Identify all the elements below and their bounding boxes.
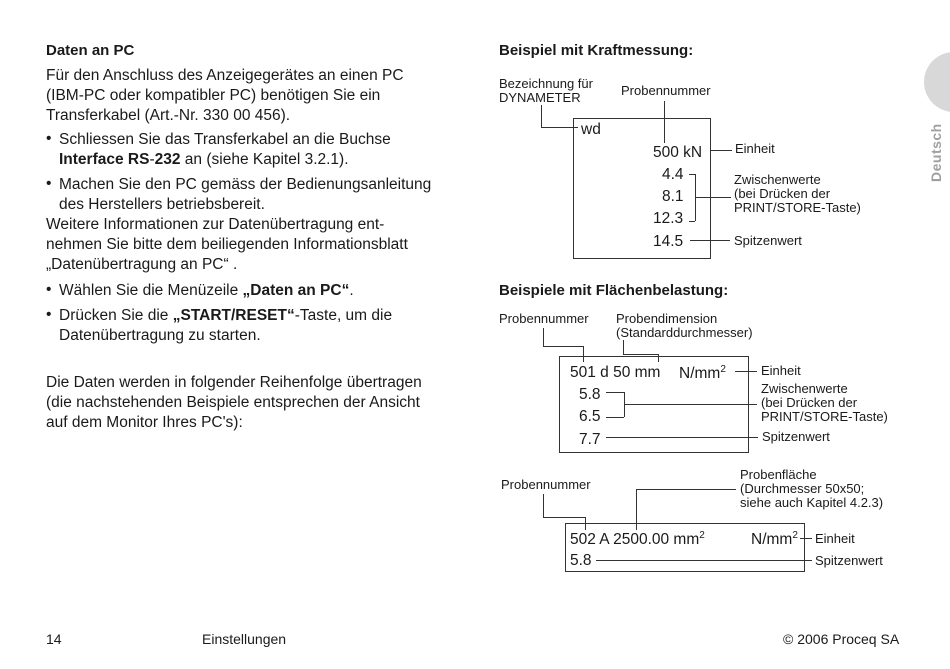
- label-bezeichnung-1: Bezeichnung für: [499, 76, 593, 91]
- label-zwischenwerte-2: (bei Drücken der: [734, 186, 831, 201]
- text: an (siehe Kapitel 3.2.1).: [180, 151, 349, 168]
- connector-line: [623, 354, 659, 355]
- connector-line: [543, 346, 583, 347]
- unit-text: N/mm: [751, 531, 793, 549]
- connector-line: [624, 404, 757, 405]
- connector-line: [543, 517, 585, 518]
- section-heading: Daten an PC: [46, 42, 135, 59]
- label-probennummer: Probennummer: [501, 477, 591, 492]
- label-probenflaeche-1: Probenfläche: [740, 467, 817, 482]
- label-probennummer: Probennummer: [499, 311, 589, 326]
- bold-text: Interface RS: [59, 151, 150, 168]
- connector-line: [735, 371, 757, 372]
- example1-heading: Beispiel mit Kraftmessung:: [499, 42, 694, 59]
- bullet-icon: •: [46, 130, 52, 147]
- connector-line: [690, 240, 730, 241]
- value-1: 4.4: [662, 166, 684, 183]
- value-3: 12.3: [653, 210, 684, 227]
- unit-value: [751, 530, 798, 549]
- bold-text: „Daten an PC“: [242, 282, 350, 299]
- page-number: 14: [46, 631, 62, 647]
- bullet-icon: •: [46, 281, 52, 298]
- bullet-icon: •: [46, 175, 52, 192]
- label-zwischenwerte-3: PRINT/STORE-Taste): [761, 409, 888, 424]
- area-value: [570, 530, 705, 549]
- connector-line: [658, 354, 659, 362]
- bullet2-line2: des Herstellers betriebsbereit.: [59, 196, 265, 213]
- label-einheit: Einheit: [815, 531, 855, 546]
- unit-value: 500 kN: [653, 144, 703, 161]
- exponent: 2: [699, 530, 705, 541]
- connector-line: [543, 328, 544, 346]
- label-einheit: Einheit: [761, 363, 801, 378]
- bullet2-line1: Machen Sie den PC gemäss der Bedienungsanleitung: [59, 176, 432, 193]
- intro-line-3: Transferkabel (Art.-Nr. 330 00 456).: [46, 107, 291, 124]
- info-line-3: „Datenübertragung an PC“ .: [46, 256, 238, 273]
- outro-line-3: auf dem Monitor Ihres PC's):: [46, 414, 243, 431]
- value-4: 14.5: [653, 233, 684, 250]
- footer-section: Einstellungen: [202, 631, 287, 647]
- text: .: [349, 282, 354, 299]
- label-spitzenwert: Spitzenwert: [762, 429, 830, 444]
- bullet3: [59, 281, 354, 301]
- label-zwischenwerte-2: (bei Drücken der: [761, 395, 858, 410]
- bracket-line: [606, 417, 624, 418]
- value-2: 8.1: [662, 188, 684, 205]
- bullet1-line2: [59, 150, 349, 170]
- label-einheit: Einheit: [735, 141, 775, 156]
- area-text: 502 A 2500.00 mm: [570, 531, 700, 549]
- connector-line: [596, 560, 812, 561]
- connector-line: [636, 489, 736, 490]
- value-3: 7.7: [579, 431, 601, 448]
- label-probennummer: Probennummer: [621, 83, 711, 98]
- example1-box: [573, 118, 711, 259]
- connector-line: [710, 150, 732, 151]
- connector-line: [543, 494, 544, 517]
- footer-copyright: © 2006 Proceq SA: [783, 631, 900, 647]
- label-probenflaeche-3: siehe auch Kapitel 4.2.3): [740, 495, 884, 510]
- label-zwischenwerte-1: Zwischenwerte: [761, 381, 848, 396]
- exponent: 2: [720, 364, 726, 375]
- connector-line: [541, 105, 542, 127]
- label-spitzenwert: Spitzenwert: [734, 233, 802, 248]
- bullet4-line1: [59, 306, 392, 326]
- unit-text: N/mm: [679, 365, 721, 383]
- bracket-line: [606, 392, 624, 393]
- value-1: 5.8: [579, 386, 601, 403]
- device-code: wd: [581, 121, 601, 138]
- text: Drücken Sie die: [59, 307, 173, 324]
- info-line-1: Weitere Informationen zur Datenübertragung ent-: [46, 216, 385, 233]
- label-probendimension-1: Probendimension: [616, 311, 718, 326]
- bracket-line: [689, 221, 695, 222]
- connector-line: [583, 346, 584, 362]
- bullet1-line1: Schliessen Sie das Transferkabel an die Buchse: [59, 131, 391, 148]
- outro-line-1: Die Daten werden in folgender Reihenfolge übertragen: [46, 374, 422, 391]
- bold-text: 232: [154, 151, 181, 168]
- label-probenflaeche-2: (Durchmesser 50x50;: [740, 481, 865, 496]
- bold-text: „START/RESET“: [172, 307, 295, 324]
- unit-value: [679, 364, 726, 383]
- text: -Taste, um die: [294, 307, 393, 324]
- connector-line: [623, 340, 624, 354]
- info-line-2: nehmen Sie bitte dem beiliegenden Informationsblatt: [46, 236, 408, 253]
- bullet4-line2: Datenübertragung zu starten.: [59, 327, 261, 344]
- connector-line: [541, 127, 578, 128]
- label-zwischenwerte-1: Zwischenwerte: [734, 172, 821, 187]
- side-tab-label: Deutsch: [928, 123, 944, 182]
- value-1: 5.8: [570, 552, 592, 569]
- dimension-value: 501 d 50 mm: [570, 364, 661, 381]
- value-2: 6.5: [579, 408, 601, 425]
- dash-text: -: [149, 151, 155, 168]
- exponent: 2: [792, 530, 798, 541]
- connector-line: [606, 437, 758, 438]
- connector-line: [800, 538, 812, 539]
- outro-line-2: (die nachstehenden Beispiele entsprechen der Ansicht: [46, 394, 420, 411]
- connector-line: [664, 101, 665, 143]
- example2-heading: Beispiele mit Flächenbelastung:: [499, 282, 729, 299]
- label-probendimension-2: (Standarddurchmesser): [616, 325, 753, 340]
- side-tab-shape: [924, 52, 950, 112]
- connector-line: [585, 517, 586, 530]
- label-zwischenwerte-3: PRINT/STORE-Taste): [734, 200, 861, 215]
- intro-line-2: (IBM-PC oder kompatibler PC) benötigen Sie ein: [46, 87, 381, 104]
- text: Wählen Sie die Menüzeile: [59, 282, 243, 299]
- intro-line-1: Für den Anschluss des Anzeigegerätes an einen PC: [46, 67, 404, 84]
- connector-line: [695, 197, 731, 198]
- label-bezeichnung-2: DYNAMETER: [499, 90, 581, 105]
- label-spitzenwert: Spitzenwert: [815, 553, 883, 568]
- connector-line: [636, 489, 637, 530]
- bullet-icon: •: [46, 306, 52, 323]
